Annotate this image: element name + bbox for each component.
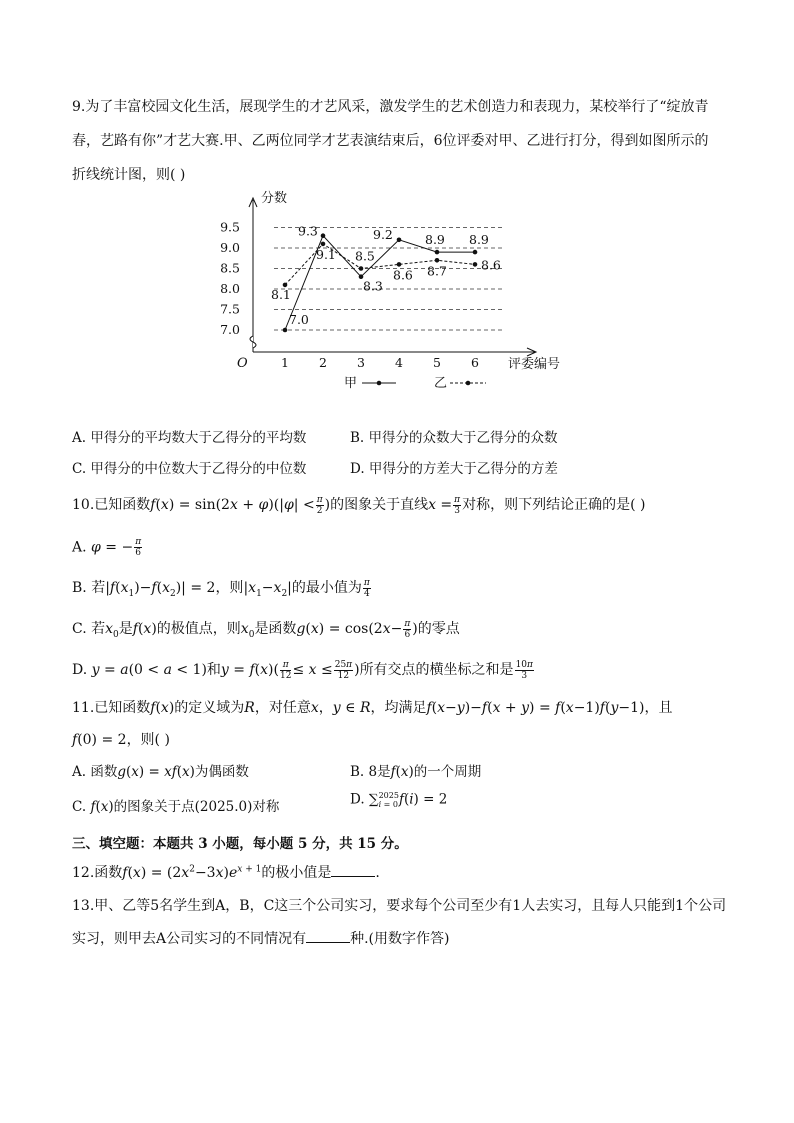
q9-stem-line-2: 春，艺路有你”才艺大赛.甲、乙两位同学才艺表演结束后，6位评委对甲、乙进行打分，得到如图所示的 [72,133,709,149]
data-label: 9.1 [316,246,336,262]
data-label: 8.5 [355,248,375,264]
data-label: 9.2 [373,226,393,242]
x-tick-label: 5 [433,355,441,370]
data-label: 8.9 [425,232,445,248]
q11-stem-line-2: f(0) = 2，则( ) [72,732,170,748]
y-tick-label: 7.0 [220,322,240,337]
legend-marker [377,381,382,386]
data-point [435,250,440,255]
x-tick-label: 2 [319,355,327,370]
axis-break [250,336,256,348]
x-tick-labels [281,355,479,370]
y-tick-label: 7.5 [220,301,240,317]
data-point [359,266,364,271]
legend-label-1: 甲 [344,376,358,391]
q13-stem-line-1: 13.甲、乙等5名学生到A，B，C这三个公司实习，要求每个公司至少有1人去实习，且每人只能到1个公司 [72,898,727,914]
data-label: 8.7 [427,263,447,279]
q9-option-b: B. 甲得分的众数大于乙得分的众数 [350,430,558,446]
chart-legend [344,376,486,391]
data-label: 8.9 [469,232,489,248]
x-tick-label: 4 [395,355,403,370]
y-tick-labels [220,220,240,338]
data-label: 7.0 [289,312,309,327]
q9-option-c: C. 甲得分的中位数大于乙得分的中位数 [72,461,307,477]
data-label: 8.6 [393,267,413,283]
y-tick-label: 8.0 [220,281,240,296]
data-label: 8.6 [481,257,501,273]
y-axis-label: 分数 [261,191,288,206]
q9-stem-line-3: 折线统计图，则( ) [72,167,186,183]
legend-marker [466,381,471,386]
q11-option-b: B. 8是f(x)的一个周期 [350,764,482,780]
answer-blank[interactable] [331,864,375,877]
y-tick-label: 9.0 [220,240,240,255]
y-tick-label: 8.5 [220,260,240,276]
legend-label-2: 乙 [434,376,448,391]
y-tick-label: 9.5 [220,219,240,235]
q9-option-d: D. 甲得分的方差大于乙得分的方差 [350,461,558,477]
q10-option-c: C. 若$x_0$是f(x)的极值点，则$x_0$是函数g(x) = cos(2x− $\frac{\pi}{6}$ )的零点 [72,618,460,640]
q11-option-c: C. f(x)的图象关于点(2025.0)对称 [72,799,280,815]
data-point [397,238,402,243]
q10-option-d: D. y = a(0 < a < 1)和y = f(x)( $\frac{\pi}{12}$ ≤ x ≤ $\frac{25\pi}{12}$ )所有交点的横坐标之和是 $\frac{10\pi}{3}$ [72,659,533,681]
q9-option-a: A. 甲得分的平均数大于乙得分的平均数 [72,430,307,446]
q11-option-a: A. 函数g(x) = xf(x)为偶函数 [72,764,249,780]
data-point [283,328,288,333]
q10-stem: 10.已知函数f(x) = sin(2x + φ)(|φ| < $\frac{\pi}{2}$ )的图象关于直线x = $\frac{\pi}{3}$ 对称，则下列结论正确的是( ) [72,494,646,516]
section-3-heading: 三、填空题：本题共 3 小题，每小题 5 分，共 15 分。 [72,836,408,852]
q11-stem-line-1: 11.已知函数f(x)的定义域为R，对任意x，y ∈ R，均满足f(x−y)−f(x + y) = f(x−1)f(y−1)，且 [72,700,673,716]
data-point [473,262,478,267]
q10-option-a: A. φ = − $\frac{\pi}{6}$ [72,537,142,558]
q12-stem: 12.函数$f(x) = (2x^2-3x)e^{x + 1}$的极小值是 . [72,864,380,881]
x-axis-label: 评委编号 [508,357,561,372]
q9-stem-line-1: 9.为了丰富校园文化生活，展现学生的才艺风采，激发学生的艺术创造力和表现力，某校举行了“绽放青 [72,99,709,115]
data-point [397,262,402,267]
data-labels [271,224,501,327]
data-label: 8.3 [363,278,383,294]
q13-stem-line-2: 实习，则甲去A公司实习的不同情况有 种.(用数字作答) [72,931,450,947]
data-point [321,242,326,247]
answer-blank[interactable] [306,930,350,943]
q11-option-d: D. ∑ 2025 i = 0 f(i) = 2 [350,791,448,809]
score-line-chart [216,186,586,396]
data-label: 9.3 [298,223,318,239]
data-point [435,258,440,263]
data-point [321,233,326,238]
x-tick-label: 6 [471,355,479,370]
x-tick-label: 3 [357,355,365,370]
origin-label: O [237,356,248,371]
data-point [473,250,478,255]
x-tick-label: 1 [281,355,289,370]
q10-option-b: B. 若$|f(x_1)-f(x_2)| = 2$，则$|x_1-x_2|$的最小值为 $\frac{\pi}{4}$ [72,577,370,599]
data-label: 8.1 [271,286,291,302]
